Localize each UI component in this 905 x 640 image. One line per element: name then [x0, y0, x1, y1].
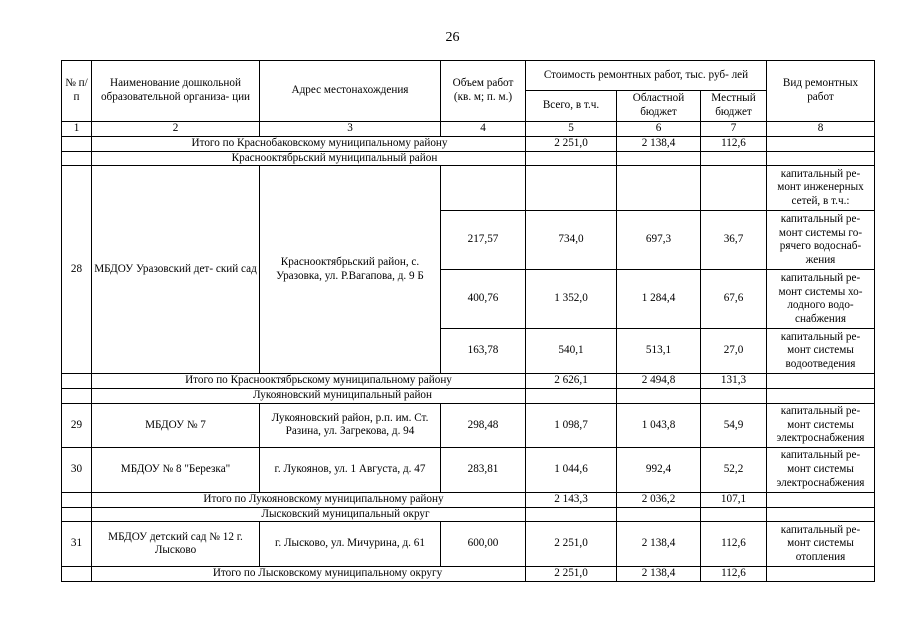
- row-number: 31: [62, 522, 92, 567]
- org-address: Лукояновский район, р.п. им. Ст. Разина, ул. Загрекова, д. 94: [260, 403, 441, 447]
- local-cost: 36,7: [701, 211, 767, 270]
- org-address: Краснооктябрьский район, с. Уразовка, ул. Р.Вагапова, д. 9 Б: [260, 166, 441, 374]
- work-volume: 163,78: [441, 329, 526, 374]
- column-numbers-row: [62, 122, 875, 137]
- column-number: 2: [92, 122, 260, 137]
- column-number: 1: [62, 122, 92, 137]
- total-cost: 1 352,0: [526, 270, 617, 329]
- header-num: № п/п: [62, 61, 92, 122]
- district-total-label: Итого по Лысковскому муниципальному округу: [92, 567, 526, 582]
- header-regional: Областной бюджет: [617, 91, 701, 122]
- work-type: капитальный ре- монт системы водоотведения: [767, 329, 875, 374]
- local-cost: 112,6: [701, 137, 767, 152]
- total-cost: 734,0: [526, 211, 617, 270]
- regional-cost: 1 043,8: [617, 403, 701, 447]
- column-number: 7: [701, 122, 767, 137]
- district-total-label: Итого по Краснобаковскому муниципальному району: [92, 137, 526, 152]
- column-number: 3: [260, 122, 441, 137]
- work-type: капитальный ре- монт системы электроснабжения: [767, 447, 875, 492]
- regional-cost: 2 138,4: [617, 137, 701, 152]
- district-total-row: [62, 137, 875, 152]
- regional-cost: 513,1: [617, 329, 701, 374]
- regional-cost: [617, 166, 701, 211]
- regional-cost: 2 138,4: [617, 567, 701, 582]
- header-name: Наименование дошкольной образовательной организа- ции: [92, 61, 260, 122]
- regional-cost: 2 138,4: [617, 522, 701, 567]
- total-cost: 540,1: [526, 329, 617, 374]
- local-cost: 52,2: [701, 447, 767, 492]
- work-volume: [441, 166, 526, 211]
- district-total-row: [62, 492, 875, 507]
- table-row: [62, 447, 875, 492]
- regional-cost: 1 284,4: [617, 270, 701, 329]
- district-total-row: [62, 374, 875, 389]
- total-cost: 1 098,7: [526, 403, 617, 447]
- district-heading-row: [62, 151, 875, 166]
- header-local: Местный бюджет: [701, 91, 767, 122]
- column-number: 6: [617, 122, 701, 137]
- repair-works-table: [61, 60, 875, 582]
- column-number: 4: [441, 122, 526, 137]
- total-cost: [526, 166, 617, 211]
- org-name: МБДОУ № 8 "Березка": [92, 447, 260, 492]
- local-cost: 112,6: [701, 567, 767, 582]
- header-total: Всего, в т.ч.: [526, 91, 617, 122]
- table-row: [62, 403, 875, 447]
- row-number: 28: [62, 166, 92, 374]
- work-volume: 283,81: [441, 447, 526, 492]
- org-address: г. Лукоянов, ул. 1 Августа, д. 47: [260, 447, 441, 492]
- total-cost: 2 143,3: [526, 492, 617, 507]
- district-name: Лысковский муниципальный округ: [92, 507, 526, 522]
- column-number: 8: [767, 122, 875, 137]
- work-volume: 298,48: [441, 403, 526, 447]
- work-volume: 217,57: [441, 211, 526, 270]
- district-heading-row: [62, 388, 875, 403]
- org-address: г. Лысково, ул. Мичурина, д. 61: [260, 522, 441, 567]
- table-row: [62, 522, 875, 567]
- total-cost: 2 251,0: [526, 522, 617, 567]
- header-cost: Стоимость ремонтных работ, тыс. руб- лей: [526, 61, 767, 91]
- local-cost: 67,6: [701, 270, 767, 329]
- work-type: капитальный ре- монт инженерных сетей, в т.ч.:: [767, 166, 875, 211]
- regional-cost: 2 036,2: [617, 492, 701, 507]
- local-cost: [701, 166, 767, 211]
- org-name: МБДОУ № 7: [92, 403, 260, 447]
- local-cost: 54,9: [701, 403, 767, 447]
- regional-cost: 2 494,8: [617, 374, 701, 389]
- district-name: Краснооктябрьский муниципальный район: [92, 151, 526, 166]
- district-name: Лукояновский муниципальный район: [92, 388, 526, 403]
- header-volume: Объем работ (кв. м; п. м.): [441, 61, 526, 122]
- district-total-label: Итого по Лукояновскому муниципальному району: [92, 492, 526, 507]
- org-name: МБДОУ детский сад № 12 г. Лысково: [92, 522, 260, 567]
- total-cost: 2 251,0: [526, 137, 617, 152]
- work-type: капитальный ре- монт системы отопления: [767, 522, 875, 567]
- district-total-row: [62, 567, 875, 582]
- work-type: капитальный ре- монт системы хо- лодного водо- снабжения: [767, 270, 875, 329]
- district-heading-row: [62, 507, 875, 522]
- work-type: капитальный ре- монт системы электроснабжения: [767, 403, 875, 447]
- work-volume: 600,00: [441, 522, 526, 567]
- work-type: капитальный ре- монт системы го- рячего водоснаб- жения: [767, 211, 875, 270]
- header-work-type: Вид ремонтных работ: [767, 61, 875, 122]
- header-row: [62, 61, 875, 91]
- work-volume: 400,76: [441, 270, 526, 329]
- local-cost: 27,0: [701, 329, 767, 374]
- local-cost: 131,3: [701, 374, 767, 389]
- column-number: 5: [526, 122, 617, 137]
- regional-cost: 697,3: [617, 211, 701, 270]
- district-total-label: Итого по Краснооктябрьскому муниципальному району: [92, 374, 526, 389]
- table-row: [62, 166, 875, 211]
- page-number: 26: [445, 30, 460, 45]
- total-cost: 1 044,6: [526, 447, 617, 492]
- local-cost: 107,1: [701, 492, 767, 507]
- row-number: 30: [62, 447, 92, 492]
- total-cost: 2 626,1: [526, 374, 617, 389]
- org-name: МБДОУ Уразовский дет- ский сад: [92, 166, 260, 374]
- header-address: Адрес местонахождения: [260, 61, 441, 122]
- local-cost: 112,6: [701, 522, 767, 567]
- total-cost: 2 251,0: [526, 567, 617, 582]
- regional-cost: 992,4: [617, 447, 701, 492]
- row-number: 29: [62, 403, 92, 447]
